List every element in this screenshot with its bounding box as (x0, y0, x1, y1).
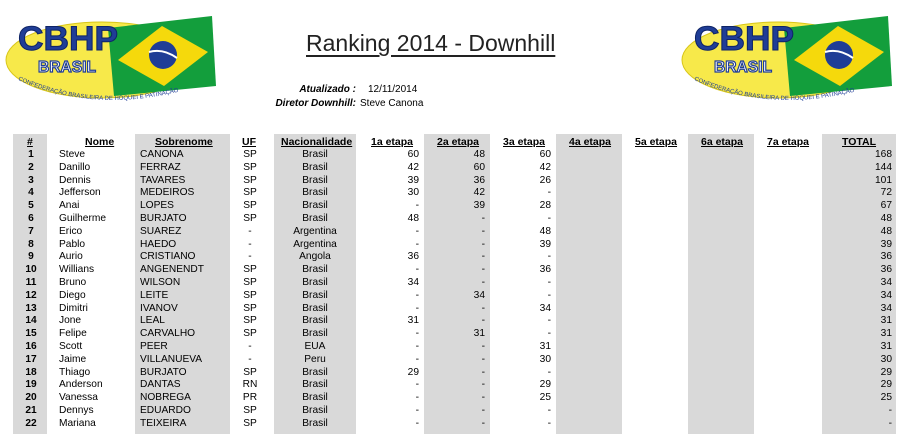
cell-stage-1: - (415, 238, 419, 250)
cell-total: 29 (880, 379, 892, 391)
cell-rank: 9 (28, 251, 34, 263)
table-row (0, 264, 907, 277)
cell-total: 34 (880, 289, 892, 301)
cell-stage-2: - (481, 392, 485, 404)
cell-total: 36 (880, 251, 892, 263)
cell-stage-2: - (481, 341, 485, 352)
cell-rank: 11 (25, 277, 37, 288)
cell-last-name: TEIXEIRA (140, 417, 187, 429)
cell-stage-2: - (481, 366, 485, 378)
cell-total: 31 (880, 328, 892, 340)
cell-stage-3: - (547, 251, 551, 263)
cell-stage-2: - (481, 264, 485, 276)
cell-stage-3: 48 (539, 225, 551, 237)
cell-stage-1: - (415, 264, 419, 276)
cell-first-name: Diego (59, 289, 86, 301)
cell-rank: 7 (28, 225, 34, 237)
table-row (0, 303, 907, 316)
cell-last-name: DANTAS (140, 379, 181, 391)
cell-stage-3: 25 (539, 392, 551, 404)
table-row (0, 162, 907, 175)
cell-stage-3: 28 (539, 200, 551, 212)
cbhp-logo-right (680, 8, 898, 108)
cell-uf: SP (243, 366, 257, 378)
cell-rank: 5 (28, 200, 34, 212)
cell-stage-1: - (415, 302, 419, 314)
cell-total: - (888, 417, 892, 429)
header-total: TOTAL (842, 136, 877, 148)
cell-stage-2: 42 (473, 187, 485, 199)
table-row (0, 290, 907, 303)
cell-first-name: Dennys (59, 405, 94, 416)
cell-stage-3: - (547, 366, 551, 378)
cell-stage-2: - (481, 302, 485, 314)
cell-stage-2: 48 (473, 149, 485, 160)
cell-first-name: Pablo (59, 238, 86, 250)
cell-rank: 8 (28, 238, 34, 250)
cell-first-name: Willians (59, 264, 95, 276)
cell-rank: 19 (25, 379, 37, 391)
cbhp-logo-graphic (4, 8, 222, 108)
header-stage-2: 2a etapa (437, 136, 480, 148)
brazil-flag-icon (784, 16, 892, 96)
cell-stage-3: 36 (539, 264, 551, 276)
table-row (0, 354, 907, 367)
cell-total: 36 (880, 264, 892, 276)
cell-last-name: LOPES (140, 200, 174, 212)
cell-last-name: TAVARES (140, 174, 186, 186)
cell-nationality: Brasil (302, 187, 328, 199)
cell-uf: SP (243, 174, 257, 186)
cell-nationality: Brasil (302, 405, 328, 416)
cell-nationality: Brasil (302, 417, 328, 429)
cell-first-name: Guilherme (59, 213, 106, 224)
cell-stage-1: 34 (407, 277, 419, 288)
cell-total: 168 (875, 149, 892, 160)
cell-first-name: Danillo (59, 161, 91, 173)
cell-nationality: Brasil (302, 149, 328, 160)
cell-stage-2: - (481, 353, 485, 365)
cell-rank: 4 (28, 187, 34, 199)
cell-total: 72 (880, 187, 892, 199)
cell-first-name: Mariana (59, 417, 96, 429)
cell-uf: SP (243, 315, 257, 327)
table-row (0, 315, 907, 328)
cell-rank: 20 (25, 392, 37, 404)
cell-stage-1: - (415, 200, 419, 212)
cell-rank: 22 (25, 417, 37, 429)
cbhp-logo-graphic (680, 8, 898, 108)
table-row (0, 239, 907, 252)
cell-stage-1: 39 (407, 174, 419, 186)
cell-stage-3: - (547, 328, 551, 340)
cell-uf: PR (242, 392, 258, 404)
cell-total: 31 (880, 341, 892, 352)
cell-stage-2: 36 (473, 174, 485, 186)
cell-stage-3: 39 (539, 238, 551, 250)
cell-stage-2: 39 (473, 200, 485, 212)
cell-nationality: Brasil (302, 328, 328, 340)
cell-last-name: EDUARDO (140, 405, 191, 416)
cell-uf: SP (243, 187, 257, 199)
cell-first-name: Vanessa (59, 392, 98, 404)
cell-stage-3: 30 (539, 353, 551, 365)
cell-stage-3: - (547, 315, 551, 327)
cell-rank: 21 (25, 405, 37, 416)
cell-nationality: EUA (304, 341, 326, 352)
logo-arc-text: CONFEDERAÇÃO BRASILEIRA DE HOQUEI E PATINAÇÃO (17, 76, 180, 103)
cell-total: 48 (880, 225, 892, 237)
cell-last-name: LEAL (140, 315, 165, 327)
cell-uf: SP (243, 264, 257, 276)
cell-first-name: Jone (59, 315, 82, 327)
cell-first-name: Erico (59, 225, 83, 237)
cell-uf: - (248, 251, 252, 263)
cell-stage-2: - (481, 405, 485, 416)
cell-stage-2: - (481, 315, 485, 327)
table-row (0, 213, 907, 226)
cell-uf: SP (243, 277, 257, 288)
cell-last-name: BURJATO (140, 213, 187, 224)
cell-nationality: Brasil (302, 302, 328, 314)
cell-first-name: Steve (59, 149, 86, 160)
cell-uf: SP (243, 161, 257, 173)
cell-last-name: CRISTIANO (140, 251, 196, 263)
logo-bottom-text: BRASIL (714, 59, 773, 76)
cell-stage-3: - (547, 277, 551, 288)
cell-nationality: Angola (299, 251, 331, 263)
cell-stage-3: 31 (539, 341, 551, 352)
cell-stage-1: 36 (407, 251, 419, 263)
cell-rank: 12 (25, 289, 37, 301)
table-row (0, 405, 907, 418)
director-value: Steve Canona (360, 98, 424, 109)
cell-stage-1: - (415, 341, 419, 352)
cell-stage-3: - (547, 187, 551, 199)
header-nationality: Nacionalidade (281, 136, 353, 148)
cell-last-name: PEER (140, 341, 168, 352)
cell-total: - (888, 405, 892, 416)
table-row (0, 418, 907, 431)
cell-uf: SP (243, 328, 257, 340)
cell-stage-1: - (415, 379, 419, 391)
table-row (0, 175, 907, 188)
cell-uf: SP (243, 200, 257, 212)
cell-last-name: VILLANUEVA (140, 353, 203, 365)
cell-nationality: Brasil (302, 277, 328, 288)
cell-nationality: Brasil (302, 315, 328, 327)
cell-first-name: Dennis (59, 174, 91, 186)
cell-stage-3: 29 (539, 379, 551, 391)
cell-nationality: Brasil (302, 213, 328, 224)
cell-total: 34 (880, 302, 892, 314)
cell-total: 30 (880, 353, 892, 365)
cell-uf: SP (243, 405, 257, 416)
cell-nationality: Argentina (293, 225, 337, 237)
logo-arc-text: CONFEDERAÇÃO BRASILEIRA DE HOQUEI E PATINAÇÃO (693, 76, 856, 103)
director-label: Diretor Downhill: (275, 98, 356, 109)
cell-last-name: IVANOV (140, 302, 178, 314)
cell-stage-1: 29 (407, 366, 419, 378)
header-rank: # (27, 136, 33, 148)
cell-nationality: Brasil (302, 289, 328, 301)
cell-last-name: BURJATO (140, 366, 187, 378)
cell-stage-2: 31 (473, 328, 485, 340)
cell-rank: 15 (25, 328, 37, 340)
cell-stage-2: - (481, 277, 485, 288)
cell-stage-2: - (481, 251, 485, 263)
table-row (0, 328, 907, 341)
cell-nationality: Brasil (302, 392, 328, 404)
cell-rank: 18 (25, 366, 37, 378)
header-stage-6: 6a etapa (701, 136, 744, 148)
cell-stage-2: - (481, 213, 485, 224)
cell-uf: SP (243, 149, 257, 160)
cell-stage-2: 34 (473, 289, 485, 301)
cell-stage-1: 48 (407, 213, 419, 224)
header-stage-7: 7a etapa (767, 136, 810, 148)
cell-first-name: Jaime (59, 353, 87, 365)
cell-stage-2: - (481, 238, 485, 250)
cell-uf: - (248, 238, 252, 250)
cell-stage-3: - (547, 289, 551, 301)
cell-rank: 2 (28, 161, 34, 173)
cell-total: 144 (875, 161, 892, 173)
cell-total: 34 (880, 277, 892, 288)
cell-stage-1: 30 (407, 187, 419, 199)
header-uf: UF (242, 136, 256, 148)
cell-stage-1: 60 (407, 149, 419, 160)
cell-rank: 6 (28, 213, 34, 224)
cell-first-name: Dimitri (59, 302, 88, 314)
header-stage-3: 3a etapa (503, 136, 546, 148)
cell-uf: SP (243, 213, 257, 224)
cell-last-name: MEDEIROS (140, 187, 195, 199)
cell-stage-3: 26 (539, 174, 551, 186)
table-row (0, 379, 907, 392)
table-row (0, 251, 907, 264)
cell-nationality: Brasil (302, 379, 328, 391)
table-row (0, 226, 907, 239)
cell-rank: 10 (25, 264, 37, 276)
cell-total: 39 (880, 238, 892, 250)
cell-rank: 17 (25, 353, 37, 365)
updated-label: Atualizado : (299, 84, 356, 95)
page-title: Ranking 2014 - Downhill (306, 30, 556, 56)
logo-top-text: CBHP (18, 20, 118, 58)
cell-stage-3: - (547, 417, 551, 429)
cell-last-name: HAEDO (140, 238, 177, 250)
header-stage-5: 5a etapa (635, 136, 678, 148)
cell-stage-1: - (415, 328, 419, 340)
cell-first-name: Jefferson (59, 187, 101, 199)
cell-uf: - (248, 225, 252, 237)
table-row (0, 200, 907, 213)
cell-uf: SP (243, 417, 257, 429)
cell-last-name: SUAREZ (140, 225, 182, 237)
cell-stage-2: - (481, 417, 485, 429)
table-row (0, 187, 907, 200)
updated-value: 12/11/2014 (368, 84, 418, 95)
cell-rank: 14 (25, 315, 37, 327)
cell-first-name: Bruno (59, 277, 87, 288)
cell-last-name: WILSON (140, 277, 181, 288)
cell-stage-2: - (481, 379, 485, 391)
table-row (0, 392, 907, 405)
cell-total: 101 (875, 174, 892, 186)
cell-stage-1: - (415, 417, 419, 429)
cell-stage-1: - (415, 225, 419, 237)
cell-total: 67 (880, 200, 892, 212)
cell-nationality: Peru (304, 353, 326, 365)
table-row (0, 367, 907, 380)
cell-stage-3: 34 (539, 302, 551, 314)
cell-total: 29 (880, 366, 892, 378)
cell-last-name: CARVALHO (140, 328, 196, 340)
cell-nationality: Brasil (302, 161, 328, 173)
cell-stage-1: - (415, 405, 419, 416)
cell-nationality: Brasil (302, 366, 328, 378)
cell-uf: - (248, 353, 252, 365)
cell-first-name: Anderson (59, 379, 103, 391)
cell-last-name: NOBREGA (140, 392, 191, 404)
cell-last-name: LEITE (140, 289, 169, 301)
cell-stage-1: 42 (407, 161, 419, 173)
cell-uf: SP (243, 302, 257, 314)
cell-first-name: Anai (59, 200, 80, 212)
table-row (0, 149, 907, 162)
cell-first-name: Scott (59, 341, 83, 352)
cell-stage-1: - (415, 289, 419, 301)
cell-last-name: ANGENENDT (140, 264, 204, 276)
cell-stage-3: 60 (539, 149, 551, 160)
cell-stage-3: - (547, 405, 551, 416)
header-stage-4: 4a etapa (569, 136, 612, 148)
cell-nationality: Brasil (302, 174, 328, 186)
cell-uf: - (248, 341, 252, 352)
table-row (0, 341, 907, 354)
brazil-flag-icon (108, 16, 216, 96)
cell-nationality: Brasil (302, 200, 328, 212)
cell-total: 25 (880, 392, 892, 404)
cell-rank: 3 (28, 174, 34, 186)
cell-rank: 13 (25, 302, 37, 314)
cell-nationality: Argentina (293, 238, 337, 250)
cell-total: 48 (880, 213, 892, 224)
header-first-name: Nome (85, 136, 115, 148)
logo-top-text: CBHP (694, 20, 794, 58)
cell-uf: RN (242, 379, 258, 391)
header-last-name: Sobrenome (155, 136, 213, 148)
cbhp-logo-left (4, 8, 222, 108)
cell-rank: 16 (25, 341, 37, 352)
cell-total: 31 (880, 315, 892, 327)
cell-first-name: Felipe (59, 328, 87, 340)
cell-stage-3: - (547, 213, 551, 224)
cell-first-name: Thiago (59, 366, 91, 378)
cell-first-name: Aurio (59, 251, 83, 263)
cell-stage-1: - (415, 353, 419, 365)
cell-last-name: FERRAZ (140, 161, 181, 173)
cell-last-name: CANONA (140, 149, 184, 160)
cell-stage-2: 60 (473, 161, 485, 173)
table-row (0, 277, 907, 290)
cell-stage-1: - (415, 392, 419, 404)
logo-bottom-text: BRASIL (38, 59, 97, 76)
header-stage-1: 1a etapa (371, 136, 414, 148)
cell-rank: 1 (28, 149, 34, 160)
cell-stage-1: 31 (407, 315, 419, 327)
cell-stage-3: 42 (539, 161, 551, 173)
cell-uf: SP (243, 289, 257, 301)
cell-nationality: Brasil (302, 264, 328, 276)
cell-stage-2: - (481, 225, 485, 237)
